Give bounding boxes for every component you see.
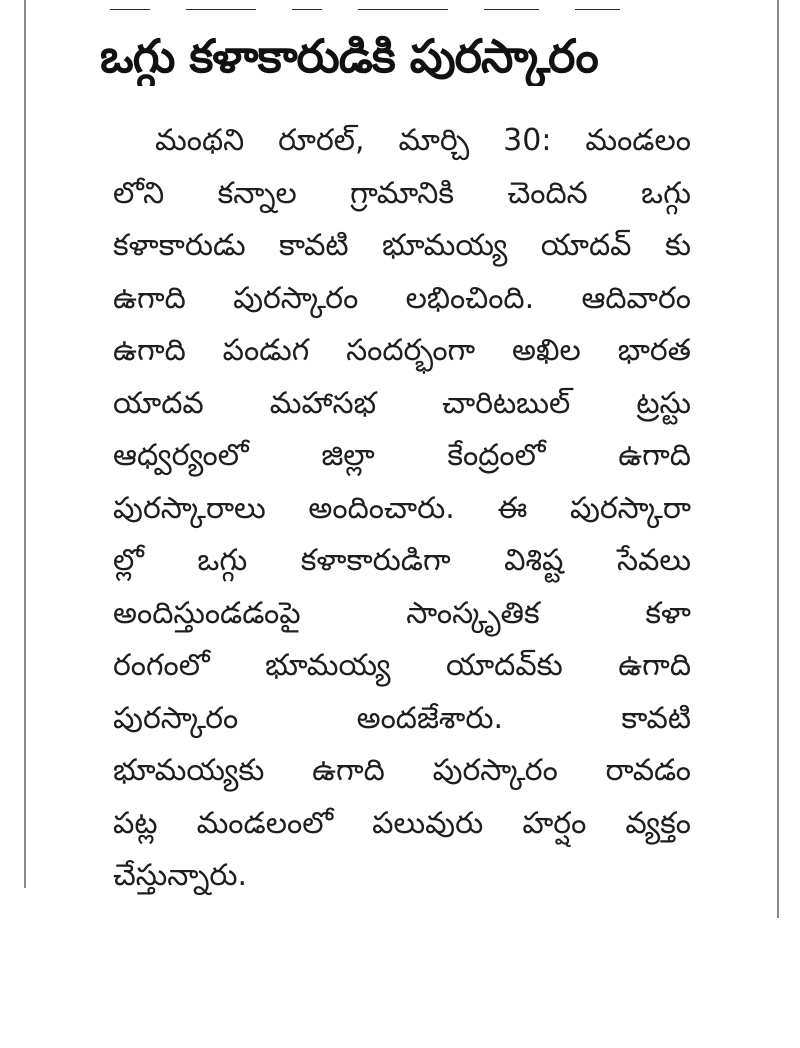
article-body — [113, 115, 691, 903]
article-line: పట్ల మండలంలో పలువురు హర్షం వ్యక్తం — [113, 805, 691, 841]
article-line: కళాకారుడు కావటి భూమయ్య యాదవ్ కు — [113, 228, 691, 263]
article-headline: ఒగ్గు కళాకారుడికి పురస్కారం — [100, 29, 598, 83]
article-line: భూమయ్యకు ఉగాది పురస్కారం రావడం — [113, 753, 691, 788]
article-line: అందిస్తుండడంపై సాంస్కృతిక కళా — [113, 595, 691, 631]
article-line: ఉగాది పురస్కారం లభించింది. ఆదివారం — [113, 280, 691, 316]
article-line: లోని కన్నాల గ్రామానికి చెందిన ఒగ్గు — [113, 175, 691, 211]
article-line: పురస్కారాలు అందించారు. ఈ పురస్కారా — [113, 490, 691, 526]
article-line: పురస్కారం అందజేశారు. కావటి — [113, 700, 691, 736]
article-line: ల్లో ఒగ్గు కళాకారుడిగా విశిష్ట సేవలు — [113, 543, 691, 578]
article-line: చేస్తున్నారు. — [113, 858, 248, 893]
article-line: రంగంలో భూమయ్య యాదవ్‌కు ఉగాది — [113, 648, 691, 683]
column-rule-left — [24, 0, 26, 888]
previous-article-cut-edge — [110, 0, 700, 10]
article-line: ఆధ్వర్యంలో జిల్లా కేంద్రంలో ఉగాది — [113, 438, 691, 473]
article-line: మంథని రూరల్, మార్చి 30: మండలం — [155, 123, 691, 158]
column-rule-right — [777, 0, 779, 918]
article-line: ఉగాది పండుగ సందర్భంగా అఖిల భారత — [113, 333, 691, 368]
article-line: యాదవ మహాసభ చారిటబుల్ ట్రస్టు — [113, 385, 691, 421]
